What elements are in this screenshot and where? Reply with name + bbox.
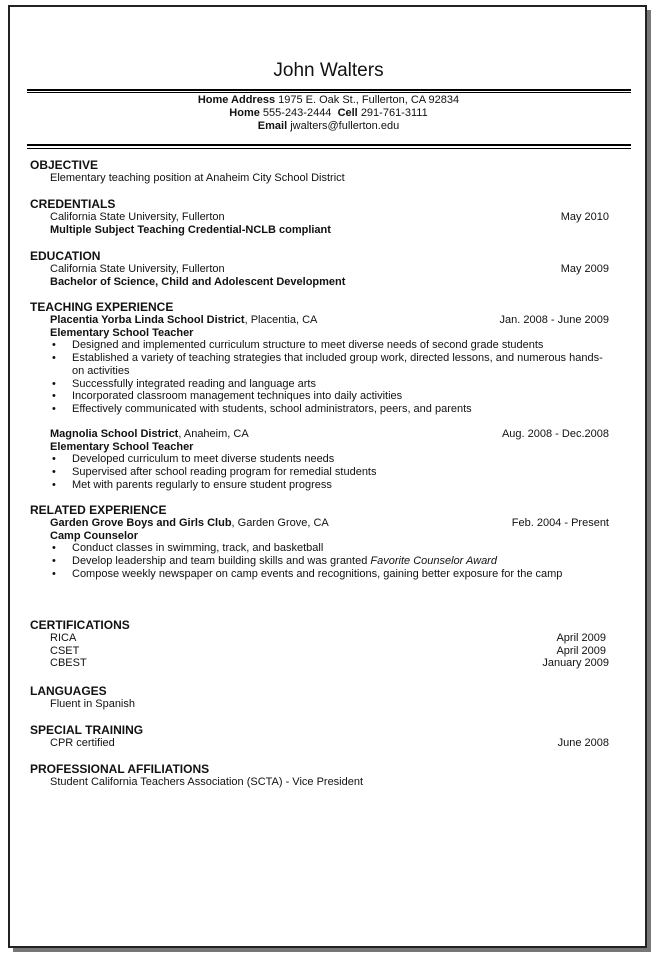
job-dates: Feb. 2004 - Present xyxy=(511,517,609,529)
job-dates: Aug. 2008 - Dec.2008 xyxy=(501,428,609,440)
cert-name: RICA xyxy=(50,632,77,644)
page-shadow xyxy=(647,10,651,951)
resume-name: John Walters xyxy=(273,60,384,81)
divider xyxy=(27,144,631,146)
divider xyxy=(27,148,631,149)
section-heading: OBJECTIVE xyxy=(30,158,99,172)
section-heading: EDUCATION xyxy=(30,249,101,263)
education-section xyxy=(30,250,620,288)
certifications-section xyxy=(30,619,620,670)
cert-date: January 2009 xyxy=(542,657,609,670)
section-heading: PROFESSIONAL AFFILIATIONS xyxy=(30,762,210,776)
list-item: • Established a variety of teaching strategies that included group work, directed lessons, and numerous hands-on activities xyxy=(72,352,620,377)
language-text: Fluent in Spanish xyxy=(50,698,135,710)
cert-row xyxy=(30,632,620,645)
address-line xyxy=(0,94,657,107)
home-phone-value: 555-243-2444 xyxy=(262,107,332,119)
job-title: Elementary School Teacher xyxy=(50,440,194,453)
cell-phone-label: Cell xyxy=(337,107,358,119)
email-value: jwalters@fullerton.edu xyxy=(290,120,400,132)
cert-row xyxy=(30,657,620,670)
list-item: • Developed curriculum to meet diverse students needs xyxy=(72,453,620,466)
cert-row xyxy=(30,645,620,658)
section-heading: SPECIAL TRAINING xyxy=(30,723,144,737)
bullet-text: Develop leadership and team building skills and was granted xyxy=(72,555,371,568)
phone-line xyxy=(0,107,657,120)
job-dates: Jan. 2008 - June 2009 xyxy=(499,314,609,326)
training-section xyxy=(30,724,620,750)
job-location: , Garden Grove, CA xyxy=(231,517,329,529)
job-org: Garden Grove Boys and Girls Club xyxy=(50,517,232,529)
related-section xyxy=(30,504,620,581)
address-value: 1975 E. Oak St., Fullerton, CA 92834 xyxy=(278,94,460,106)
page-shadow xyxy=(13,948,651,952)
email-label: Email xyxy=(257,120,288,132)
contact-block xyxy=(0,94,657,133)
cell-phone-value: 291-761-3111 xyxy=(360,107,428,119)
education-school: California State University, Fullerton xyxy=(50,263,225,275)
education-degree: Bachelor of Science, Child and Adolescent Development xyxy=(50,275,346,288)
list-item: • Designed and implemented curriculum structure to meet diverse needs of second grade students xyxy=(72,339,620,352)
cert-name: CBEST xyxy=(50,657,87,670)
cert-name: CSET xyxy=(50,644,80,657)
job-header-row xyxy=(30,517,620,530)
list-item: • Supervised after school reading program for remedial students xyxy=(72,466,620,479)
credentials-section xyxy=(30,198,620,236)
education-date: May 2009 xyxy=(560,263,609,275)
job-bullets xyxy=(30,453,620,491)
credential-school-row xyxy=(30,211,620,224)
job-title: Elementary School Teacher xyxy=(50,326,194,339)
section-heading: RELATED EXPERIENCE xyxy=(30,503,167,517)
education-school-row xyxy=(30,263,620,276)
teaching-job-2 xyxy=(30,428,620,492)
affiliations-section xyxy=(30,763,620,789)
list-item: • Met with parents regularly to ensure student progress xyxy=(72,479,620,492)
training-row xyxy=(30,737,620,750)
credential-name: Multiple Subject Teaching Credential-NCLB compliant xyxy=(50,223,331,236)
address-label: Home Address xyxy=(197,94,276,106)
divider xyxy=(27,92,631,93)
credential-date: May 2010 xyxy=(560,211,609,223)
email-line xyxy=(0,120,657,133)
job-bullets xyxy=(30,542,620,580)
job-org: Placentia Yorba Linda School District xyxy=(50,314,245,326)
section-heading: LANGUAGES xyxy=(30,684,107,698)
job-org: Magnolia School District xyxy=(50,428,179,440)
job-location: , Placentia, CA xyxy=(244,314,318,326)
section-heading: TEACHING EXPERIENCE xyxy=(30,300,174,314)
teaching-section xyxy=(30,301,620,416)
job-header-row xyxy=(30,428,620,441)
divider xyxy=(27,89,631,91)
list-item xyxy=(72,555,620,568)
list-item: • Successfully integrated reading and language arts xyxy=(72,378,620,391)
job-location: , Anaheim, CA xyxy=(178,428,249,440)
list-item: • Effectively communicated with students, school administrators, peers, and parents xyxy=(72,403,620,416)
list-item: • Compose weekly newspaper on camp events and recognitions, gaining better exposure for the camp xyxy=(72,568,620,581)
job-title: Camp Counselor xyxy=(50,529,139,542)
objective-section xyxy=(30,159,620,185)
job-bullets xyxy=(30,339,620,415)
list-item: • Incorporated classroom management techniques into daily activities xyxy=(72,390,620,403)
award-name: Favorite Counselor Award xyxy=(370,555,497,568)
section-heading: CERTIFICATIONS xyxy=(30,618,130,632)
languages-section xyxy=(30,685,620,711)
cert-date: April 2009 xyxy=(556,644,606,657)
cert-date: April 2009 xyxy=(556,632,606,644)
home-phone-label: Home xyxy=(229,107,260,119)
job-header-row xyxy=(30,314,620,327)
list-item: • Conduct classes in swimming, track, and basketball xyxy=(72,542,620,555)
training-text: CPR certified xyxy=(50,737,115,749)
section-heading: CREDENTIALS xyxy=(30,197,116,211)
objective-text: Elementary teaching position at Anaheim City School District xyxy=(50,172,345,184)
credential-school: California State University, Fullerton xyxy=(50,211,225,223)
training-date: June 2008 xyxy=(557,737,609,749)
affiliation-text: Student California Teachers Association (SCTA) - Vice President xyxy=(50,776,364,788)
